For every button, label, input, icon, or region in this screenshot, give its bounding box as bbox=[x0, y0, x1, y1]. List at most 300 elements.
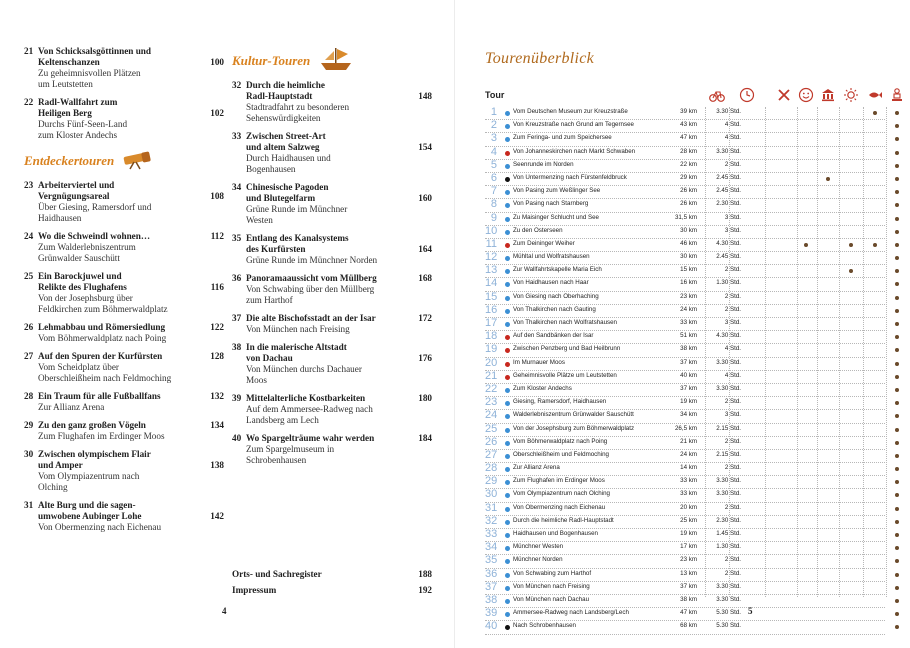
table-row[interactable] bbox=[485, 226, 885, 239]
tour-column-header: Tour bbox=[485, 90, 505, 100]
table-row[interactable] bbox=[485, 529, 885, 542]
table-row[interactable] bbox=[485, 397, 885, 410]
feature-dot bbox=[849, 269, 853, 273]
tour-duration: 3.30 Std. bbox=[716, 477, 741, 485]
tour-type-bullet bbox=[505, 124, 510, 129]
section-title: Kultur-Touren bbox=[232, 53, 311, 68]
table-row[interactable] bbox=[485, 213, 885, 226]
toc-entry-subtitle: Von Schwabing über den Müllberg zum Harthof bbox=[246, 284, 375, 305]
tour-distance: 31,5 km bbox=[674, 213, 697, 221]
feature-dot bbox=[895, 559, 899, 563]
toc-entry-page: 102 bbox=[210, 108, 224, 118]
table-row[interactable] bbox=[485, 173, 885, 186]
tour-duration: 3 Std. bbox=[724, 319, 741, 326]
feature-dot bbox=[895, 243, 899, 247]
tour-duration: 1.45 Std. bbox=[716, 530, 741, 537]
toc-entry-heading bbox=[24, 351, 224, 362]
tour-type-bullet bbox=[505, 546, 510, 551]
tour-name: Von Thalkirchen nach Gauting bbox=[513, 305, 596, 313]
toc-entry-title: Mittelalterliche Kostbarkeiten bbox=[246, 393, 366, 403]
register-entry[interactable] bbox=[232, 582, 432, 598]
tour-distance: 13 km bbox=[680, 569, 697, 577]
tour-duration: 2.15 Std. bbox=[716, 424, 741, 432]
tour-distance: 47 km bbox=[680, 609, 697, 617]
table-row[interactable] bbox=[485, 476, 885, 489]
table-row[interactable] bbox=[485, 424, 885, 437]
feature-dot bbox=[895, 335, 899, 339]
tour-duration: 5.30 Std. bbox=[716, 609, 741, 617]
table-row[interactable] bbox=[485, 358, 885, 371]
tour-distance: 17 km bbox=[680, 543, 697, 551]
tour-duration: 4.30 Std. bbox=[716, 332, 741, 340]
tour-number: 29 bbox=[485, 475, 498, 488]
tour-name: Von Pasing nach Starnberg bbox=[513, 200, 589, 208]
tour-distance: 43 km bbox=[680, 121, 697, 129]
toc-entry-title: Ein Traum für alle Fußballfans bbox=[38, 391, 161, 401]
tour-duration: 4 Std. bbox=[724, 345, 741, 353]
tour-distance: 19 km bbox=[680, 398, 697, 406]
tour-distance: 30 km bbox=[680, 253, 697, 261]
toc-entry[interactable] bbox=[24, 322, 224, 344]
tour-type-bullet bbox=[505, 533, 510, 538]
feature-dot bbox=[895, 322, 899, 326]
tour-number: 23 bbox=[485, 396, 498, 409]
feature-dot bbox=[895, 401, 899, 405]
table-row[interactable] bbox=[485, 608, 885, 621]
toc-entry[interactable] bbox=[24, 180, 224, 224]
tour-name: Walderlebniszentrum Grünwalder Sauschütt bbox=[513, 411, 634, 419]
table-row[interactable] bbox=[485, 252, 885, 265]
feature-dot bbox=[895, 467, 899, 471]
tour-duration: 1.30 Std. bbox=[716, 543, 741, 551]
toc-entry[interactable] bbox=[24, 420, 224, 442]
tour-name: Von München nach Freising bbox=[513, 582, 590, 590]
column-separator bbox=[705, 107, 706, 597]
toc-entry-heading bbox=[232, 342, 432, 364]
toc-entry[interactable] bbox=[24, 351, 224, 384]
toc-entry[interactable] bbox=[232, 393, 432, 426]
feature-dot bbox=[895, 256, 899, 260]
tour-number: 4 bbox=[490, 145, 497, 158]
toc-entry-page: 148 bbox=[418, 91, 432, 101]
tour-distance: 25 km bbox=[680, 516, 697, 524]
tour-name: Mühltal und Wolfratshausen bbox=[513, 253, 590, 261]
feature-dot bbox=[895, 348, 899, 352]
toc-entry-subtitle: Vom Olympiazentrum nach Olching bbox=[38, 471, 140, 492]
toc-entry-number: 37 bbox=[232, 313, 242, 323]
feature-dot bbox=[895, 282, 899, 286]
table-row[interactable] bbox=[485, 516, 885, 529]
toc-entry-title: Entlang des Kanalsystems des Kurfürsten bbox=[246, 233, 349, 254]
tour-name: Zum Flughafen im Erdinger Moos bbox=[513, 477, 605, 485]
tour-type-bullet bbox=[505, 282, 510, 287]
tour-duration: 4.30 Std. bbox=[716, 239, 741, 247]
tour-number: 13 bbox=[485, 264, 498, 277]
tour-number: 38 bbox=[485, 593, 498, 606]
tour-duration: 2.15 Std. bbox=[716, 450, 741, 458]
tour-duration: 3.30 Std. bbox=[716, 582, 741, 590]
toc-entry[interactable] bbox=[232, 80, 432, 124]
toc-entry-subtitle: Von Obermenzing nach Eichenau bbox=[38, 522, 162, 532]
toc-entry-number: 33 bbox=[232, 131, 242, 141]
toc-entry-page: 134 bbox=[210, 420, 224, 430]
toc-entry-heading bbox=[232, 131, 432, 153]
table-row[interactable] bbox=[485, 450, 885, 463]
table-row[interactable] bbox=[485, 186, 885, 199]
toc-entry-number: 28 bbox=[24, 391, 34, 401]
table-row[interactable] bbox=[485, 371, 885, 384]
tour-name: Vom Deutschen Museum zur Kreuzstraße bbox=[513, 108, 628, 115]
table-row[interactable] bbox=[485, 489, 885, 502]
toc-entry-page: 164 bbox=[418, 244, 432, 254]
register-page: 188 bbox=[418, 569, 432, 579]
tour-name: Haidhausen und Bogenhausen bbox=[513, 530, 598, 537]
feature-dot bbox=[895, 362, 899, 366]
toc-entry-subtitle: Zum Flughafen im Erdinger Moos bbox=[38, 431, 165, 441]
tour-type-bullet bbox=[505, 151, 510, 156]
tour-distance: 46 km bbox=[680, 239, 697, 247]
tour-duration: 2 Std. bbox=[724, 556, 741, 564]
ship-icon bbox=[318, 46, 354, 77]
toc-entry-number: 31 bbox=[24, 500, 34, 510]
table-row[interactable] bbox=[485, 463, 885, 476]
tour-distance: 23 km bbox=[680, 556, 697, 564]
register-label: Orts- und Sachregister bbox=[232, 569, 322, 579]
feature-dot bbox=[895, 269, 899, 273]
tour-distance: 34 km bbox=[680, 411, 697, 419]
tour-number: 32 bbox=[485, 514, 498, 527]
tour-distance: 47 km bbox=[680, 134, 697, 142]
tour-number: 12 bbox=[485, 251, 498, 264]
tour-number: 34 bbox=[485, 541, 498, 554]
feature-dot bbox=[895, 217, 899, 221]
toc-entry-page: 142 bbox=[210, 511, 224, 521]
tour-number: 19 bbox=[485, 343, 498, 356]
column-separator bbox=[817, 107, 818, 597]
table-row[interactable] bbox=[485, 569, 885, 582]
tour-distance: 22 km bbox=[680, 160, 697, 168]
clock-icon bbox=[739, 87, 757, 103]
tour-number: 37 bbox=[485, 580, 498, 593]
toc-column-1 bbox=[24, 46, 224, 540]
tour-distance: 51 km bbox=[680, 332, 697, 340]
right-page-number: 5 bbox=[748, 606, 753, 616]
tour-name: Oberschleißheim und Feldmoching bbox=[513, 450, 609, 458]
feature-dot bbox=[895, 414, 899, 418]
toc-entry[interactable] bbox=[232, 233, 432, 266]
toc-entry-heading bbox=[24, 180, 224, 202]
toc-entry-heading bbox=[24, 500, 224, 522]
toc-entry-subtitle: Von der Josephsburg über Feldkirchen zum Böhmerwaldplatz bbox=[38, 293, 168, 314]
tour-number: 2 bbox=[490, 119, 497, 132]
feature-dot bbox=[895, 388, 899, 392]
toc-entry-page: 184 bbox=[418, 433, 432, 443]
toc-entry-number: 24 bbox=[24, 231, 34, 241]
table-row[interactable] bbox=[485, 147, 885, 160]
toc-entry[interactable] bbox=[24, 97, 224, 141]
table-row[interactable] bbox=[485, 292, 885, 305]
tour-distance: 38 km bbox=[680, 345, 697, 353]
tour-name: Von Pasing zum Weßlinger See bbox=[513, 187, 601, 195]
tour-type-bullet bbox=[505, 441, 510, 446]
tour-distance: 26 km bbox=[680, 200, 697, 208]
tour-distance: 38 km bbox=[680, 595, 697, 603]
toc-entry-number: 22 bbox=[24, 97, 34, 107]
tour-number: 16 bbox=[485, 303, 498, 316]
toc-entry-number: 21 bbox=[24, 46, 34, 56]
tour-duration: 3 Std. bbox=[724, 226, 741, 234]
tour-distance: 33 km bbox=[680, 490, 697, 498]
table-row[interactable] bbox=[485, 344, 885, 357]
bicycle-icon bbox=[709, 87, 727, 103]
feature-dot bbox=[873, 111, 877, 115]
tour-type-bullet bbox=[505, 164, 510, 169]
toc-entry[interactable] bbox=[232, 273, 432, 306]
tour-type-bullet bbox=[505, 401, 510, 406]
tour-type-bullet bbox=[505, 177, 510, 182]
toc-entry-title: Ein Barockjuwel und Relikte des Flughafens bbox=[38, 271, 127, 292]
toc-entry-subtitle: Von München nach Freising bbox=[246, 324, 350, 334]
table-row[interactable] bbox=[485, 318, 885, 331]
tour-name: Giesing, Ramersdorf, Haidhausen bbox=[513, 398, 607, 406]
feature-dot bbox=[895, 190, 899, 194]
toc-entry-title: Lehmabbau und Römersiedlung bbox=[38, 322, 166, 332]
tour-distance: 24 km bbox=[680, 450, 697, 458]
tour-duration: 2.30 Std. bbox=[716, 516, 741, 524]
tour-name: Zum Deininger Weiher bbox=[513, 239, 575, 247]
tour-duration: 5.30 Std. bbox=[716, 622, 741, 630]
tour-name: Münchner Norden bbox=[513, 556, 563, 564]
toc-entry-page: 180 bbox=[418, 393, 432, 403]
toc-entry-heading bbox=[232, 233, 432, 255]
tour-type-bullet bbox=[505, 296, 510, 301]
tour-name: Von Haidhausen nach Haar bbox=[513, 279, 589, 287]
tour-distance: 23 km bbox=[680, 292, 697, 300]
tour-type-bullet bbox=[505, 507, 510, 512]
tour-name: Zur Wallfahrtskapelle Maria Eich bbox=[513, 266, 602, 274]
toc-entry-subtitle: Vom Böhmerwaldplatz nach Poing bbox=[38, 333, 167, 343]
tour-number: 3 bbox=[490, 132, 497, 145]
toc-entry-number: 30 bbox=[24, 449, 34, 459]
tour-number: 11 bbox=[485, 237, 497, 250]
sun-icon bbox=[843, 87, 861, 103]
table-row[interactable] bbox=[485, 265, 885, 278]
tour-distance: 26,5 km bbox=[674, 424, 697, 432]
tour-number: 28 bbox=[485, 462, 498, 475]
feature-dot bbox=[895, 454, 899, 458]
toc-entry-subtitle: Von München durchs Dachauer Moos bbox=[246, 364, 362, 385]
toc-entry-heading bbox=[24, 391, 224, 402]
tour-name: Zum Kloster Andechs bbox=[513, 384, 572, 392]
toc-entry-title: Chinesische Pagoden und Blutegelfarm bbox=[246, 182, 329, 203]
tour-duration: 4 Std. bbox=[724, 371, 741, 379]
overview-title: Tourenüberblick bbox=[485, 50, 595, 67]
toc-entry-heading bbox=[24, 322, 224, 333]
toc-entry-heading bbox=[232, 313, 432, 324]
tour-number: 30 bbox=[485, 488, 498, 501]
fish-icon bbox=[867, 87, 885, 103]
toc-entry-page: 168 bbox=[418, 273, 432, 283]
tour-distance: 16 km bbox=[680, 279, 697, 287]
tour-number: 6 bbox=[490, 171, 497, 184]
feature-dot bbox=[895, 507, 899, 511]
tour-number: 40 bbox=[485, 620, 498, 633]
toc-entry[interactable] bbox=[24, 391, 224, 413]
tour-number: 26 bbox=[485, 435, 498, 448]
tour-duration: 2 Std. bbox=[724, 569, 741, 577]
tour-duration: 2 Std. bbox=[724, 305, 741, 313]
tour-duration: 4 Std. bbox=[724, 134, 741, 142]
toc-entry[interactable] bbox=[24, 231, 224, 264]
toc-entry[interactable] bbox=[232, 131, 432, 175]
tour-type-bullet bbox=[505, 203, 510, 208]
register-label: Impressum bbox=[232, 585, 277, 595]
toc-entry-heading bbox=[24, 46, 224, 68]
table-row[interactable] bbox=[485, 555, 885, 568]
tour-type-bullet bbox=[505, 559, 510, 564]
tour-name: Von Thalkirchen nach Wolfratshausen bbox=[513, 319, 617, 326]
toc-entry-page: 128 bbox=[210, 351, 224, 361]
table-row[interactable] bbox=[485, 160, 885, 173]
tour-duration: 2 Std. bbox=[724, 503, 741, 511]
toc-entry[interactable] bbox=[24, 271, 224, 315]
museum-icon bbox=[820, 87, 838, 103]
toc-entry[interactable] bbox=[24, 449, 224, 493]
tour-number: 36 bbox=[485, 567, 498, 580]
tour-distance: 33 km bbox=[680, 319, 697, 326]
toc-entry[interactable] bbox=[232, 313, 432, 335]
feature-dot bbox=[895, 164, 899, 168]
section-heading bbox=[24, 148, 224, 174]
toc-entry-number: 35 bbox=[232, 233, 242, 243]
smiley-icon bbox=[798, 87, 816, 103]
toc-entry[interactable] bbox=[232, 182, 432, 226]
table-row[interactable] bbox=[485, 239, 885, 252]
tour-number: 15 bbox=[485, 290, 498, 303]
feature-dot bbox=[895, 493, 899, 497]
tour-name: Durch die heimliche Radl-Hauptstadt bbox=[513, 516, 614, 524]
table-row[interactable] bbox=[485, 305, 885, 318]
toc-entry-title: Radl-Wallfahrt zum Heiligen Berg bbox=[38, 97, 118, 118]
toc-entry-title: Zwischen Street-Art und altem Salzweg bbox=[246, 131, 326, 152]
toc-entry-number: 36 bbox=[232, 273, 242, 283]
tour-name: Von Giesing nach Oberhaching bbox=[513, 292, 599, 300]
tour-distance: 14 km bbox=[680, 464, 697, 472]
table-row[interactable] bbox=[485, 621, 885, 634]
feature-dot bbox=[895, 441, 899, 445]
toc-entry[interactable] bbox=[24, 500, 224, 533]
restaurant-icon bbox=[776, 87, 794, 103]
toc-entry-number: 38 bbox=[232, 342, 242, 352]
feature-dot bbox=[826, 177, 830, 181]
toc-entry-title: Zwischen olympischem Flair und Amper bbox=[38, 449, 151, 470]
register-entry[interactable] bbox=[232, 566, 432, 582]
tour-type-bullet bbox=[505, 190, 510, 195]
tour-duration: 4 Std. bbox=[724, 121, 741, 129]
table-row[interactable] bbox=[485, 107, 885, 120]
tour-distance: 24 km bbox=[680, 305, 697, 313]
feature-dot bbox=[895, 599, 899, 603]
tour-type-bullet bbox=[505, 217, 510, 222]
feature-dot bbox=[895, 586, 899, 590]
table-row[interactable] bbox=[485, 410, 885, 423]
feature-dot bbox=[895, 151, 899, 155]
tour-number: 18 bbox=[485, 330, 498, 343]
toc-entry-subtitle: Über Giesing, Ramersdorf und Haidhausen bbox=[38, 202, 152, 223]
feature-dot bbox=[895, 375, 899, 379]
table-row[interactable] bbox=[485, 384, 885, 397]
tour-type-bullet bbox=[505, 230, 510, 235]
toc-entry-page: 112 bbox=[210, 231, 224, 241]
tour-type-bullet bbox=[505, 256, 510, 261]
tour-number: 35 bbox=[485, 554, 498, 567]
tour-type-bullet bbox=[505, 111, 510, 116]
toc-entry-number: 23 bbox=[24, 180, 34, 190]
section-heading bbox=[232, 48, 432, 74]
toc-entry[interactable] bbox=[232, 342, 432, 386]
tour-name: Nach Schrobenhausen bbox=[513, 622, 576, 630]
table-row[interactable] bbox=[485, 595, 885, 608]
feature-dot bbox=[895, 124, 899, 128]
table-row[interactable] bbox=[485, 582, 885, 595]
toc-entry-heading bbox=[232, 80, 432, 102]
tour-distance: 28 km bbox=[680, 147, 697, 155]
tour-duration: 2 Std. bbox=[724, 464, 741, 472]
toc-entry-subtitle: Zu geheimnisvollen Plätzen um Leutstetten bbox=[38, 68, 141, 89]
feature-dot bbox=[804, 243, 808, 247]
tour-number: 39 bbox=[485, 607, 498, 620]
tour-name: Von Kreuzstraße nach Grund am Tegernsee bbox=[513, 121, 634, 129]
toc-entry[interactable] bbox=[232, 433, 432, 466]
table-row[interactable] bbox=[485, 278, 885, 291]
toc-entry-page: 132 bbox=[210, 391, 224, 401]
feature-dot bbox=[873, 243, 877, 247]
tour-duration: 3.30 Std. bbox=[716, 384, 741, 392]
toc-entry[interactable] bbox=[24, 46, 224, 90]
toc-entry-heading bbox=[24, 449, 224, 471]
table-row[interactable] bbox=[485, 331, 885, 344]
toc-entry-subtitle: Zum Spargelmuseum in Schrobenhausen bbox=[246, 444, 335, 465]
toc-entry-subtitle: Grüne Runde im Münchner Westen bbox=[246, 204, 348, 225]
tour-number: 9 bbox=[490, 211, 497, 224]
tour-number: 25 bbox=[485, 422, 498, 435]
toc-entry-page: 176 bbox=[418, 353, 432, 363]
table-row[interactable] bbox=[485, 120, 885, 133]
tour-number: 10 bbox=[485, 224, 498, 237]
toc-entry-heading bbox=[232, 182, 432, 204]
toc-entry-heading bbox=[24, 97, 224, 119]
table-row[interactable] bbox=[485, 542, 885, 555]
toc-entry-heading bbox=[232, 433, 432, 444]
table-row[interactable] bbox=[485, 437, 885, 450]
table-row[interactable] bbox=[485, 133, 885, 146]
feature-dot bbox=[895, 533, 899, 537]
toc-entry-subtitle: Grüne Runde im Münchner Norden bbox=[246, 255, 378, 265]
tour-distance: 37 km bbox=[680, 358, 697, 366]
table-row[interactable] bbox=[485, 503, 885, 516]
feature-dot bbox=[849, 243, 853, 247]
tour-type-bullet bbox=[505, 388, 510, 393]
feature-dot bbox=[895, 573, 899, 577]
toc-entry-subtitle: Zur Allianz Arena bbox=[38, 402, 105, 412]
tour-type-bullet bbox=[505, 269, 510, 274]
toc-entry-subtitle: Durchs Fünf-Seen-Land zum Kloster Andechs bbox=[38, 119, 128, 140]
column-separator bbox=[729, 107, 730, 597]
feature-dot bbox=[895, 296, 899, 300]
tour-name: Von München nach Dachau bbox=[513, 595, 590, 603]
tour-type-bullet bbox=[505, 573, 510, 578]
table-row[interactable] bbox=[485, 199, 885, 212]
